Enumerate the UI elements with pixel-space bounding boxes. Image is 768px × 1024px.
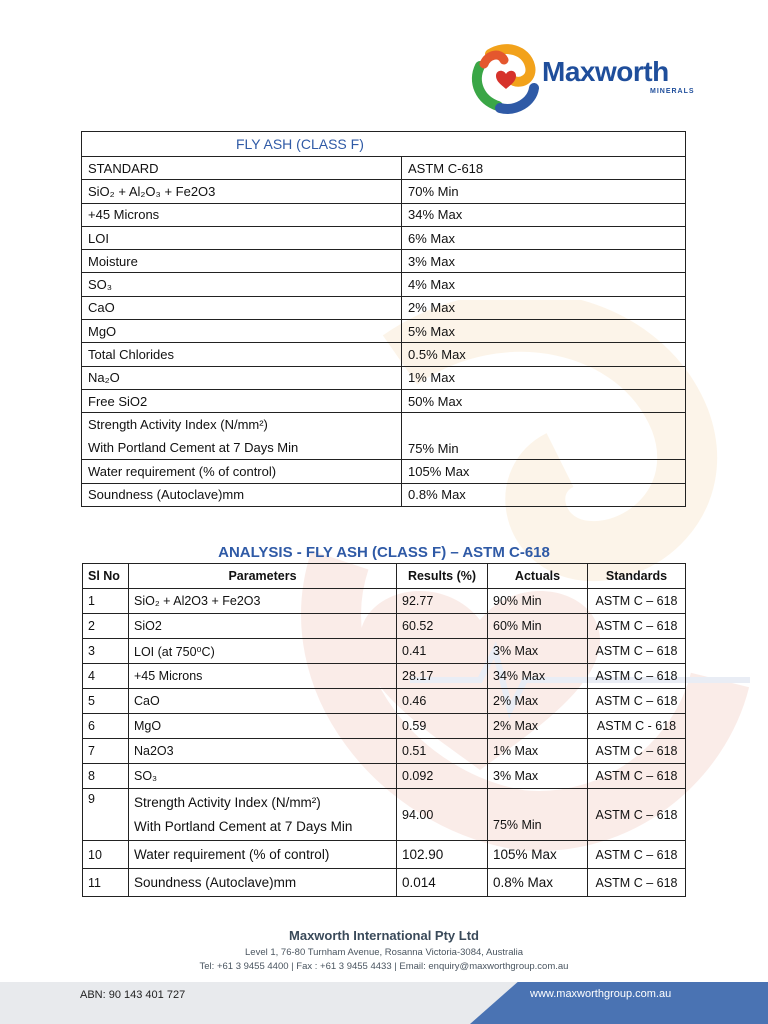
row-actual: 1% Max bbox=[488, 739, 588, 764]
row-no: 1 bbox=[83, 589, 129, 614]
row-standard: ASTM C – 618 bbox=[588, 639, 686, 664]
row-no: 8 bbox=[83, 764, 129, 789]
table-row bbox=[82, 366, 686, 389]
spec-value: 50% Max bbox=[402, 389, 686, 412]
spec-value: 2% Max bbox=[402, 296, 686, 319]
spec-value: 0.5% Max bbox=[402, 343, 686, 366]
table-row bbox=[82, 413, 686, 460]
row-no: 6 bbox=[83, 714, 129, 739]
row-actual: 0.8% Max bbox=[488, 869, 588, 897]
header-sl-no: Sl No bbox=[83, 564, 129, 589]
footer-address: Level 1, 76-80 Turnham Avenue, Rosanna Victoria-3084, Australia bbox=[245, 947, 523, 958]
table-row bbox=[82, 389, 686, 412]
spec-param-line1: Strength Activity Index (N/mm²) bbox=[88, 417, 268, 433]
spec-param: MgO bbox=[82, 320, 402, 343]
row-result: 102.90 bbox=[397, 841, 488, 869]
spec-value: 70% Min bbox=[402, 180, 686, 203]
spec-param: Na₂O bbox=[82, 366, 402, 389]
table-row bbox=[83, 689, 686, 714]
row-param-line1: Strength Activity Index (N/mm²) bbox=[134, 794, 321, 810]
table-row bbox=[83, 764, 686, 789]
table-row bbox=[83, 589, 686, 614]
row-standard: ASTM C – 618 bbox=[588, 614, 686, 639]
row-standard: ASTM C – 618 bbox=[588, 869, 686, 897]
row-result: 94.00 bbox=[397, 789, 488, 841]
row-result: 0.41 bbox=[397, 639, 488, 664]
table-row bbox=[82, 203, 686, 226]
spec-table-title-row bbox=[82, 132, 686, 157]
header-standards: Standards bbox=[588, 564, 686, 589]
header-parameters: Parameters bbox=[129, 564, 397, 589]
spec-value: 34% Max bbox=[402, 203, 686, 226]
row-result: 92.77 bbox=[397, 589, 488, 614]
spec-param: CaO bbox=[82, 296, 402, 319]
analysis-table bbox=[82, 563, 686, 897]
row-param: Soundness (Autoclave)mm bbox=[129, 869, 397, 897]
table-row bbox=[82, 273, 686, 296]
row-no: 4 bbox=[83, 664, 129, 689]
spec-param: Total Chlorides bbox=[82, 343, 402, 366]
row-no: 2 bbox=[83, 614, 129, 639]
logo-sub-text: MINERALS bbox=[650, 88, 695, 95]
row-param: CaO bbox=[129, 689, 397, 714]
row-no: 10 bbox=[83, 841, 129, 869]
row-param-line2: With Portland Cement at 7 Days Min bbox=[134, 818, 353, 834]
table-row bbox=[83, 614, 686, 639]
row-param: Water requirement (% of control) bbox=[129, 841, 397, 869]
table-row bbox=[82, 483, 686, 506]
company-logo bbox=[470, 44, 710, 114]
row-actual: 3% Max bbox=[488, 764, 588, 789]
spec-param: Free SiO2 bbox=[82, 389, 402, 412]
row-standard: ASTM C – 618 bbox=[588, 589, 686, 614]
analysis-title: ANALYSIS - FLY ASH (CLASS F) – ASTM C-618 bbox=[218, 544, 550, 561]
header-actuals: Actuals bbox=[488, 564, 588, 589]
row-actual: 34% Max bbox=[488, 664, 588, 689]
row-result: 0.014 bbox=[397, 869, 488, 897]
spec-value: 6% Max bbox=[402, 226, 686, 249]
row-standard: ASTM C – 618 bbox=[588, 764, 686, 789]
table-row bbox=[82, 157, 686, 180]
spec-param: SO₃ bbox=[82, 273, 402, 296]
logo-emblem-icon bbox=[470, 44, 542, 114]
row-actual: 2% Max bbox=[488, 689, 588, 714]
footer-contact: Tel: +61 3 9455 4400 | Fax : +61 3 9455 4433 | Email: enquiry@maxworthgroup.com.au bbox=[199, 961, 569, 972]
row-result: 0.092 bbox=[397, 764, 488, 789]
table-row bbox=[82, 320, 686, 343]
table-row bbox=[83, 714, 686, 739]
row-actual: 75% Min bbox=[488, 789, 588, 841]
row-actual: 90% Min bbox=[488, 589, 588, 614]
spec-value: 4% Max bbox=[402, 273, 686, 296]
footer-company: Maxworth International Pty Ltd bbox=[289, 928, 479, 943]
row-result: 60.52 bbox=[397, 614, 488, 639]
table-row bbox=[82, 460, 686, 483]
row-standard: ASTM C – 618 bbox=[588, 789, 686, 841]
table-row bbox=[83, 789, 686, 841]
row-param: SO₃ bbox=[129, 764, 397, 789]
spec-param: Water requirement (% of control) bbox=[82, 460, 402, 483]
analysis-header-row bbox=[83, 564, 686, 589]
row-actual: 3% Max bbox=[488, 639, 588, 664]
spec-value: 0.8% Max bbox=[402, 483, 686, 506]
table-row bbox=[83, 869, 686, 897]
spec-param: Moisture bbox=[82, 250, 402, 273]
row-param: SiO₂ + Al2O3 + Fe2O3 bbox=[129, 589, 397, 614]
spec-param: LOI bbox=[82, 226, 402, 249]
row-result: 0.46 bbox=[397, 689, 488, 714]
spec-value: ASTM C-618 bbox=[402, 157, 686, 180]
spec-value: 1% Max bbox=[402, 366, 686, 389]
spec-param bbox=[82, 413, 402, 460]
row-standard: ASTM C – 618 bbox=[588, 841, 686, 869]
row-param bbox=[129, 789, 397, 841]
row-no: 7 bbox=[83, 739, 129, 764]
logo-brand-text: Maxworth bbox=[542, 56, 669, 87]
table-row bbox=[82, 296, 686, 319]
row-param: SiO2 bbox=[129, 614, 397, 639]
spec-value: 105% Max bbox=[402, 460, 686, 483]
row-param: Na2O3 bbox=[129, 739, 397, 764]
header-results: Results (%) bbox=[397, 564, 488, 589]
footer-abn: ABN: 90 143 401 727 bbox=[80, 989, 186, 1001]
row-result: 28.17 bbox=[397, 664, 488, 689]
spec-value: 75% Min bbox=[402, 413, 686, 460]
spec-value: 5% Max bbox=[402, 320, 686, 343]
table-row bbox=[83, 841, 686, 869]
row-result: 0.51 bbox=[397, 739, 488, 764]
table-row bbox=[83, 739, 686, 764]
footer-website-link[interactable]: www.maxworthgroup.com.au bbox=[530, 988, 672, 1000]
spec-param: Soundness (Autoclave)mm bbox=[82, 483, 402, 506]
row-no: 11 bbox=[83, 869, 129, 897]
table-row bbox=[82, 226, 686, 249]
spec-param: STANDARD bbox=[82, 157, 402, 180]
row-standard: ASTM C - 618 bbox=[588, 714, 686, 739]
row-param: +45 Microns bbox=[129, 664, 397, 689]
row-actual: 60% Min bbox=[488, 614, 588, 639]
spec-param: SiO₂ + Al₂O₃ + Fe2O3 bbox=[82, 180, 402, 203]
spec-table-title: FLY ASH (CLASS F) bbox=[82, 132, 686, 157]
row-no: 9 bbox=[83, 789, 129, 841]
row-param: LOI (at 750⁰C) bbox=[129, 639, 397, 664]
row-actual: 105% Max bbox=[488, 841, 588, 869]
row-standard: ASTM C – 618 bbox=[588, 664, 686, 689]
table-row bbox=[82, 250, 686, 273]
row-param: MgO bbox=[129, 714, 397, 739]
table-row bbox=[82, 180, 686, 203]
spec-param: +45 Microns bbox=[82, 203, 402, 226]
row-no: 3 bbox=[83, 639, 129, 664]
row-standard: ASTM C – 618 bbox=[588, 689, 686, 714]
table-row bbox=[83, 664, 686, 689]
table-row bbox=[82, 343, 686, 366]
row-actual: 2% Max bbox=[488, 714, 588, 739]
row-no: 5 bbox=[83, 689, 129, 714]
row-standard: ASTM C – 618 bbox=[588, 739, 686, 764]
table-row bbox=[83, 639, 686, 664]
spec-value: 3% Max bbox=[402, 250, 686, 273]
spec-table bbox=[81, 131, 686, 507]
spec-param-line2: With Portland Cement at 7 Days Min bbox=[88, 440, 299, 456]
row-result: 0.59 bbox=[397, 714, 488, 739]
